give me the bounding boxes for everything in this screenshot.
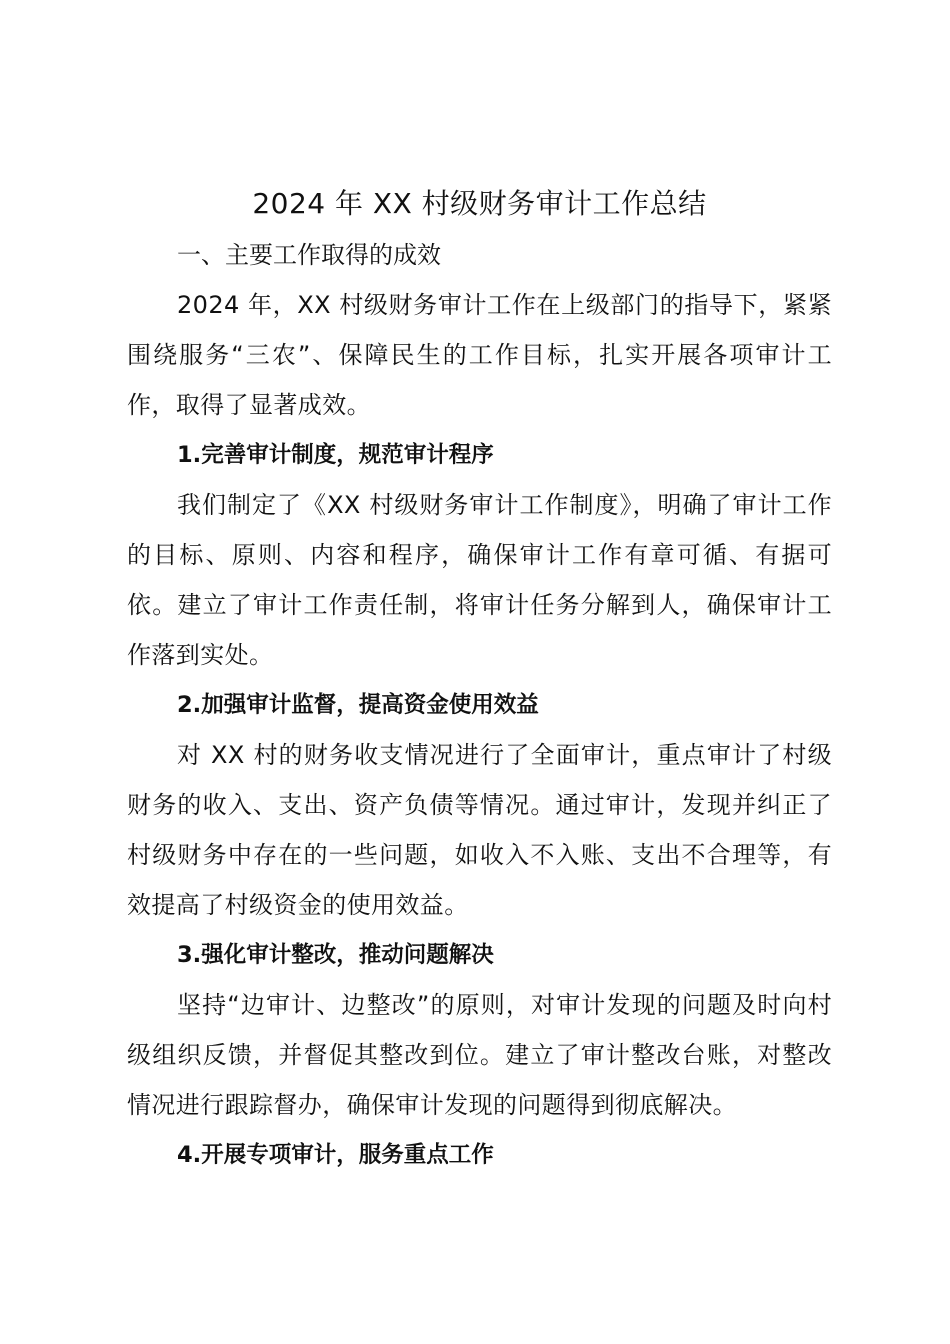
document-body	[127, 178, 832, 1180]
item-heading-4: 4.开展专项审计，服务重点工作	[177, 1142, 494, 1168]
section-heading: 一、主要工作取得的成效	[177, 241, 441, 269]
item-body-2: 对 XX 村的财务收支情况进行了全面审计，重点审计了村级财务的收入、支出、资产负债等情况。通过审计，发现并纠正了村级财务中存在的一些问题，如收入不入账、支出不合理等，有效提高了村级资金的使用效益。	[127, 741, 832, 919]
item-heading-1: 1.完善审计制度，规范审计程序	[177, 442, 494, 468]
document-title: 2024 年 XX 村级财务审计工作总结	[252, 187, 707, 220]
item-heading-3: 3.强化审计整改，推动问题解决	[177, 942, 494, 968]
item-body-3: 坚持“边审计、边整改”的原则，对审计发现的问题及时向村级组织反馈，并督促其整改到位。建立了审计整改台账，对整改情况进行跟踪督办，确保审计发现的问题得到彻底解决。	[127, 991, 832, 1119]
item-heading-2: 2.加强审计监督，提高资金使用效益	[177, 692, 539, 718]
item-body-1: 我们制定了《XX 村级财务审计工作制度》，明确了审计工作的目标、原则、内容和程序，确保审计工作有章可循、有据可依。建立了审计工作责任制，将审计任务分解到人，确保审计工作落到实处。	[127, 491, 832, 669]
intro-paragraph: 2024 年，XX 村级财务审计工作在上级部门的指导下，紧紧围绕服务“三农”、保障民生的工作目标，扎实开展各项审计工作，取得了显著成效。	[127, 291, 832, 419]
